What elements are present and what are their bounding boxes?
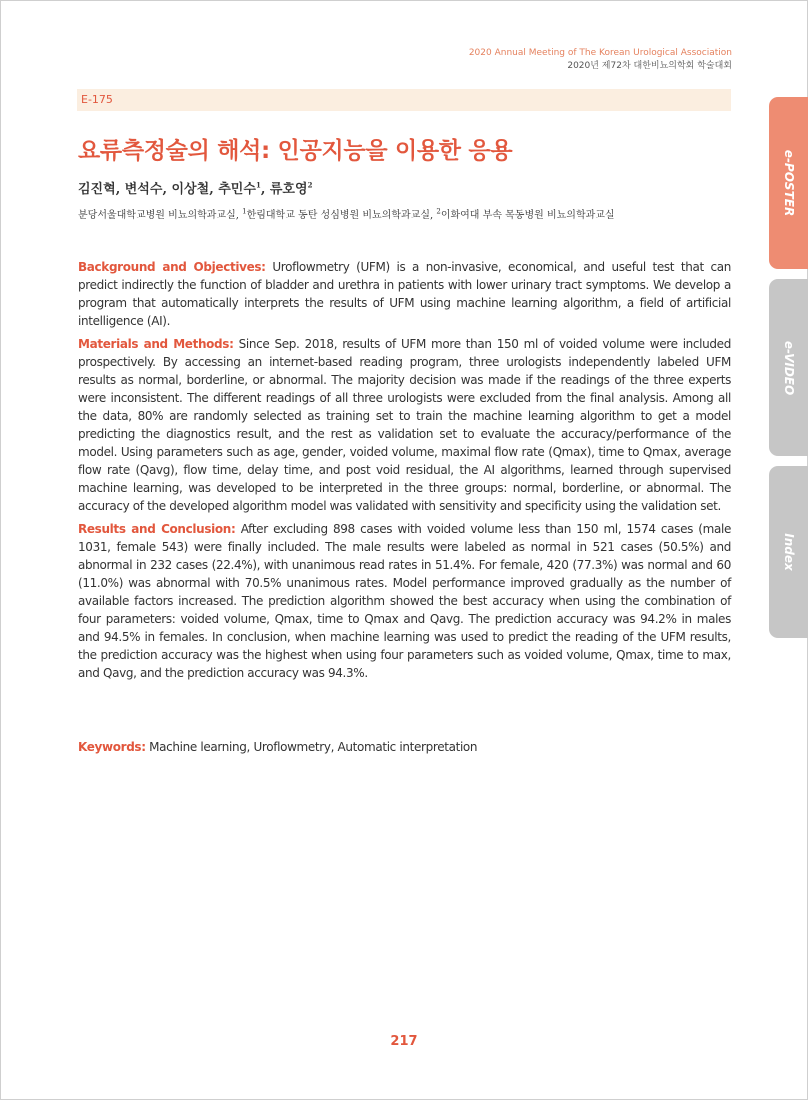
background-section [78, 258, 731, 330]
results-section [78, 520, 731, 682]
keywords-text: Machine learning, Uroflowmetry, Automatic interpretation [149, 740, 478, 754]
affiliation-mark: 2 [436, 207, 441, 216]
affiliation-list: 분당서울대학교병원 비뇨의학과교실, $^1$한림대학교 동탄 성심병원 비뇨의학과교실, $^2$이화여대 부속 목동병원 비뇨의학과교실 [78, 207, 615, 221]
conference-name-ko: 2020년 제72차 대한비뇨의학회 학술대회 [567, 61, 732, 71]
methods-section [78, 335, 731, 515]
section-text: Since Sep. 2018, results of UFM more than 150 ml of voided volume were included prospectively. By accessing an internet-based reading program, three urologists independently labeled UFM results as normal, borderline, or abnormal. The majority decision was made if the readings of the three experts were inconsistent. The different readings of all three urologists were excluded from the final analysis. Among all the data, 80% are randomly selected as training set to train the machine learning algorithm to get a model predicting the diagnostics result, and the rest as validation set to evaluate the accuracy/performance of the model. Using parameters such as age, gender, voided volume, maximal flow rate (Qmax), time to Qmax, average flow rate (Qavg), flow time, delay time, and post void residual, the AI algorithms, learned through supervised machine learning, was developed to be interpreted in the three groups: normal, borderline, or abnormal. The accuracy of the developed algorithm model was validated with sensitivity and specificity using the validation set. [78, 337, 731, 513]
section-label: Materials and Methods: [78, 337, 234, 351]
abstract-body [78, 258, 731, 687]
affiliation: 한림대학교 동탄 성심병원 비뇨의학과교실 [246, 210, 430, 221]
conference-name-en: 2020 Annual Meeting of The Korean Urological Association [468, 48, 732, 58]
author-name: 김진혁 [78, 182, 116, 197]
author-list: 김진혁, 변석수, 이상철, 추민수$^1$, 류호영$^2$ [78, 180, 313, 197]
affiliation: 이화여대 부속 목동병원 비뇨의학과교실 [440, 210, 615, 221]
author-name: 추민수 [218, 182, 256, 197]
abstract-title: 요류측정술의 해석: 인공지능을 이용한 응용 [78, 138, 513, 164]
abstract-code: E-175 [81, 93, 113, 106]
tab-e-video[interactable] [769, 279, 808, 456]
tab-label: e-POSTER [781, 149, 796, 217]
section-label: Results and Conclusion: [78, 522, 236, 536]
author-name: 류호영 [269, 182, 308, 197]
keywords [78, 738, 731, 756]
tab-label: Index [781, 533, 796, 571]
author-affiliation-mark: 1 [255, 180, 261, 190]
affiliation-mark: 1 [242, 207, 247, 216]
tab-label: e-VIDEO [781, 340, 796, 395]
author-name: 변석수 [124, 182, 163, 197]
section-text: After excluding 898 cases with voided volume less than 150 ml, 1574 cases (male 1031, female 543) were finally included. The male results were labeled as normal in 521 cases (50.5%) and abnormal in 232 cases (22.4%), with unanimous read rates in 51.4%. For female, 420 (77.3%) was normal and 60 (11.0%) was abnormal with 70.5% unanimous rates. Model performance improved gradually as the number of available factors increased. The prediction algorithm showed the best accuracy when using the combination of four parameters: voided volume, Qmax, time to Qmax and Qavg. The prediction accuracy was 94.2% in males and 94.5% in females. In conclusion, when machine learning was used to predict the reading of the UFM results, the prediction accuracy was the highest when using four parameters such as voided volume, Qmax, time to max, and Qavg, and the prediction accuracy was 94.3%. [78, 522, 731, 680]
section-label: Background and Objectives: [78, 260, 266, 274]
abstract-code-bar [77, 89, 731, 111]
keywords-label: Keywords: [78, 740, 146, 754]
tab-e-poster[interactable] [769, 97, 808, 269]
author-affiliation-mark: 2 [307, 180, 313, 190]
section-text: Uroflowmetry (UFM) is a non-invasive, economical, and useful test that can predict indirectly the function of bladder and urethra in patients with lower urinary tract symptoms. We develop a program that automatically interprets the results of UFM using machine learning algorithm, a field of artificial intelligence (AI). [78, 260, 732, 328]
tab-index[interactable] [769, 466, 808, 638]
page-header [469, 47, 732, 73]
author-name: 이상철 [171, 182, 210, 197]
affiliation: 분당서울대학교병원 비뇨의학과교실 [78, 210, 236, 221]
page-number: 217 [390, 1034, 418, 1049]
